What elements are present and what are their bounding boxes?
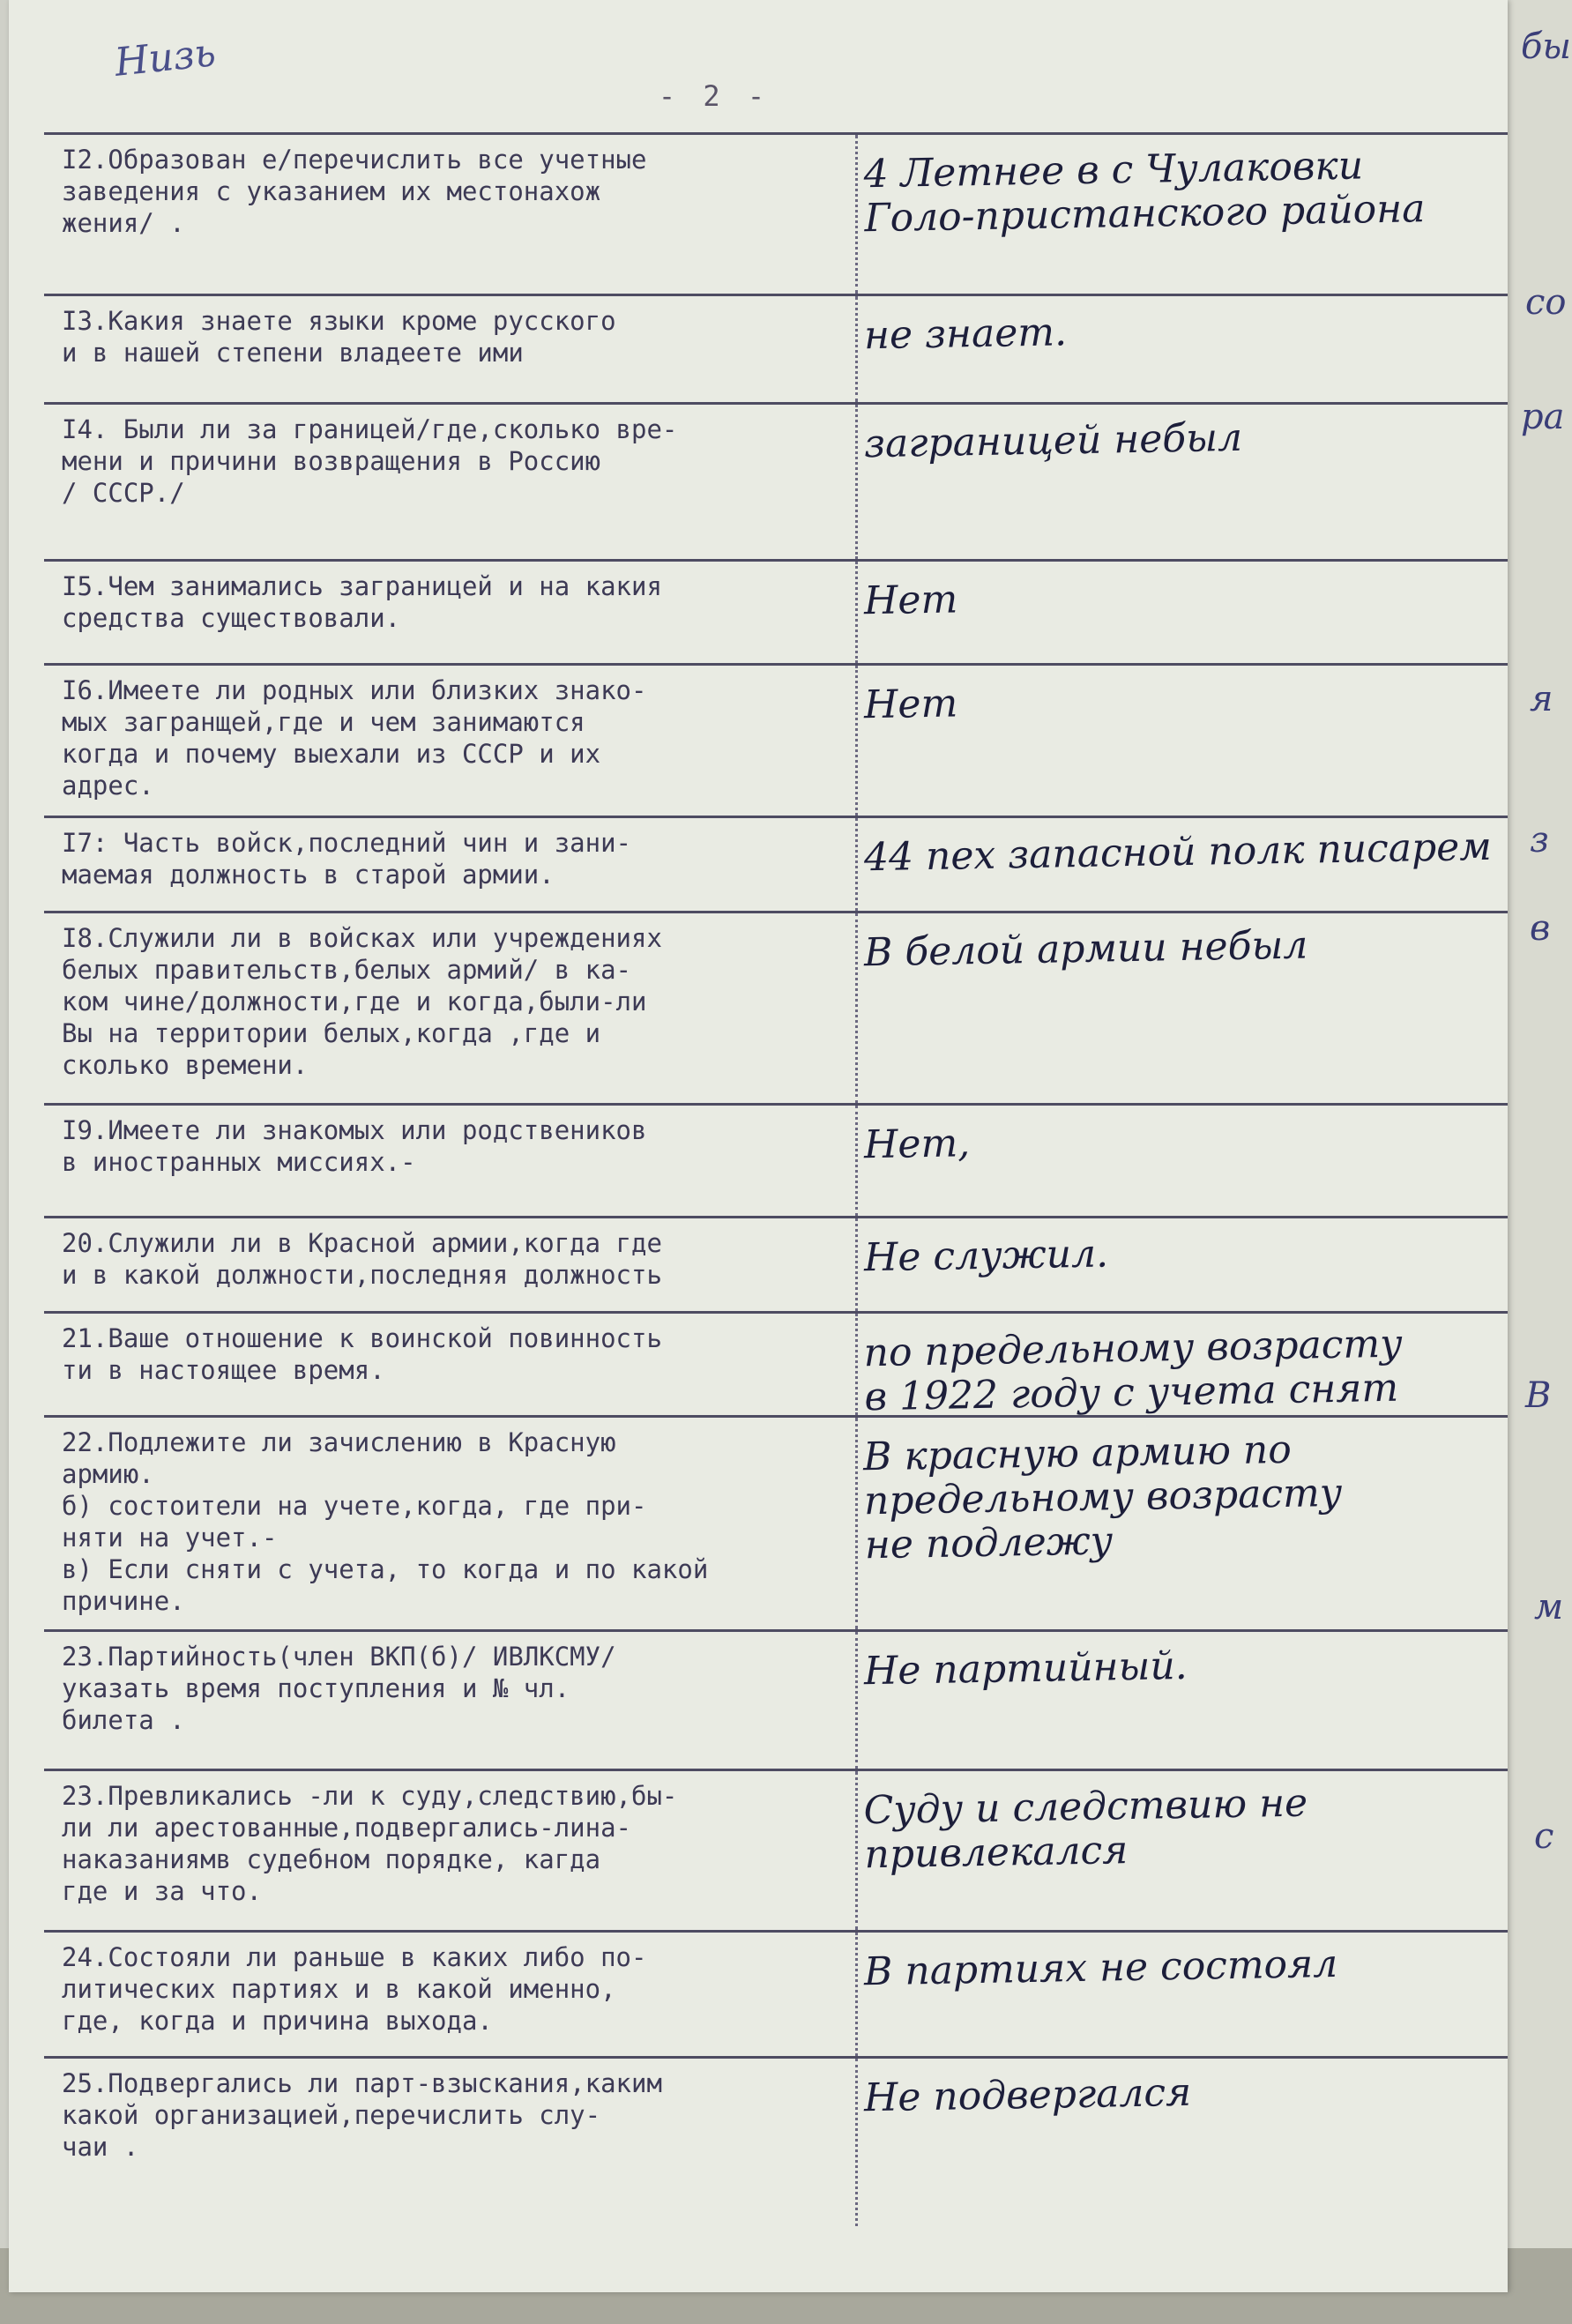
column-divider [855, 666, 858, 816]
question-row-18 [44, 911, 1508, 1103]
edge-fragment: со [1525, 282, 1567, 323]
handwritten-answer: заграницей небыл [863, 414, 1243, 467]
question-row-15 [44, 559, 1508, 663]
edge-fragment: м [1534, 1587, 1564, 1628]
column-divider [855, 1632, 858, 1769]
handwritten-answer: Не подвергался [863, 2069, 1192, 2121]
column-divider [855, 1106, 858, 1216]
column-divider [855, 405, 858, 559]
question-row-20 [44, 1216, 1508, 1311]
handwritten-answer: Нет, [863, 1121, 971, 1168]
question-row-24 [44, 1930, 1508, 2056]
question-text: I9.Имеете ли знакомых или родствеников в иностранных миссиях.- [62, 1115, 647, 1177]
handwritten-answer: по предельному возрасту в 1922 году с учета снят [863, 1321, 1404, 1420]
handwritten-corner-note: Низь [112, 30, 219, 86]
column-divider [855, 913, 858, 1103]
question-text: I8.Служили ли в войсках или учреждениях белых правительств,белых армий/ в ка- ком чине/должности,где и когда,были-ли Вы на территории белых,когда ,где и сколько времени. [62, 923, 662, 1080]
question-text: 21.Ваше отношение к воинской повинность ти в настоящее время. [62, 1323, 662, 1385]
question-text: I4. Были ли за границей/где,сколько вре- мени и причини возвращения в Россию / СССР./ [62, 414, 678, 508]
question-row-23-party [44, 1629, 1508, 1769]
question-text: 23.Превликались -ли к суду,следствию,бы- ли ли арестованные,подвергались-лина- наказаниямв судебном порядке, кагда где и за что. [62, 1781, 678, 1906]
handwritten-answer: Суду и следствию не привлекался [863, 1780, 1308, 1878]
question-text: 24.Состояли ли раньше в каких либо по- литических партиях и в какой именно, где, когда и причина выхода. [62, 1942, 647, 2036]
column-divider [855, 1771, 858, 1930]
edge-fragment: в [1530, 908, 1551, 949]
edge-fragment: бы [1521, 26, 1571, 67]
handwritten-answer: Не служил. [863, 1231, 1109, 1281]
question-row-23-court [44, 1769, 1508, 1930]
question-text: 20.Служили ли в Красной армии,когда где и в какой должности,последняя должность [62, 1228, 662, 1290]
question-row-21 [44, 1311, 1508, 1420]
column-divider [855, 2059, 858, 2226]
question-text: 23.Партийность(член ВКП(б)/ ИВЛКСМУ/ указать время поступления и № чл. билета . [62, 1642, 616, 1735]
question-text: 25.Подвергались ли парт-взыскания,каким какой организацией,перечислить слу- чаи . [62, 2068, 662, 2162]
handwritten-answer: 4 Летнее в с Чулаковки Голо-пристанского района [863, 143, 1426, 242]
questionnaire-table [44, 132, 1508, 2226]
question-row-14 [44, 402, 1508, 559]
column-divider [855, 818, 858, 911]
question-row-22 [44, 1415, 1508, 1629]
question-row-19 [44, 1103, 1508, 1216]
question-text: I6.Имеете ли родных или близких знако- мых загранщей,где и чем занимаются когда и почему выехали из СССР и их адрес. [62, 675, 647, 801]
page-number: - 2 - [658, 79, 771, 113]
edge-fragment: я [1530, 679, 1553, 719]
column-divider [855, 1218, 858, 1311]
column-divider [855, 135, 858, 294]
question-text: I3.Какия знаете языки кроме русского и в нашей степени владеете ими [62, 306, 616, 368]
column-divider [855, 1418, 858, 1629]
column-divider [855, 1314, 858, 1415]
edge-fragment: В [1525, 1375, 1552, 1416]
question-row-16 [44, 663, 1508, 816]
column-divider [855, 1933, 858, 2056]
question-row-17 [44, 816, 1508, 911]
edge-fragment: з [1530, 820, 1549, 860]
handwritten-answer: не знает. [863, 309, 1068, 359]
questionnaire-page [9, 0, 1508, 2292]
question-text: 22.Подлежите ли зачислению в Красную армию. б) состоители на учете,когда, где при- няти на учет.- в) Если сняти с учета, то когда и по какой причине. [62, 1427, 709, 1616]
handwritten-answer: 44 пех запасной полк писарем [863, 823, 1493, 881]
edge-fragment: с [1534, 1816, 1554, 1857]
handwritten-answer: В красную армию по предельному возрасту не подлежу [862, 1426, 1343, 1568]
question-text: I7: Часть войск,последний чин и зани- маемая должность в старой армии. [62, 828, 632, 890]
handwritten-answer: В белой армии небыл [863, 922, 1308, 976]
column-divider [855, 562, 858, 663]
question-text: I2.Образован е/перечислить все учетные заведения с указанием их местонахож жения/ . [62, 145, 647, 238]
handwritten-answer: Нет [863, 681, 958, 728]
question-row-25 [44, 2056, 1508, 2226]
question-row-12 [44, 132, 1508, 294]
question-text: I5.Чем занимались заграницей и на какия средства существовали. [62, 571, 662, 633]
column-divider [855, 296, 858, 402]
edge-fragment: ра [1521, 397, 1565, 437]
handwritten-answer: Нет [863, 577, 958, 624]
handwritten-answer: Не партийный. [863, 1642, 1188, 1695]
question-row-13 [44, 294, 1508, 402]
handwritten-answer: В партиях не состоял [863, 1940, 1338, 1995]
